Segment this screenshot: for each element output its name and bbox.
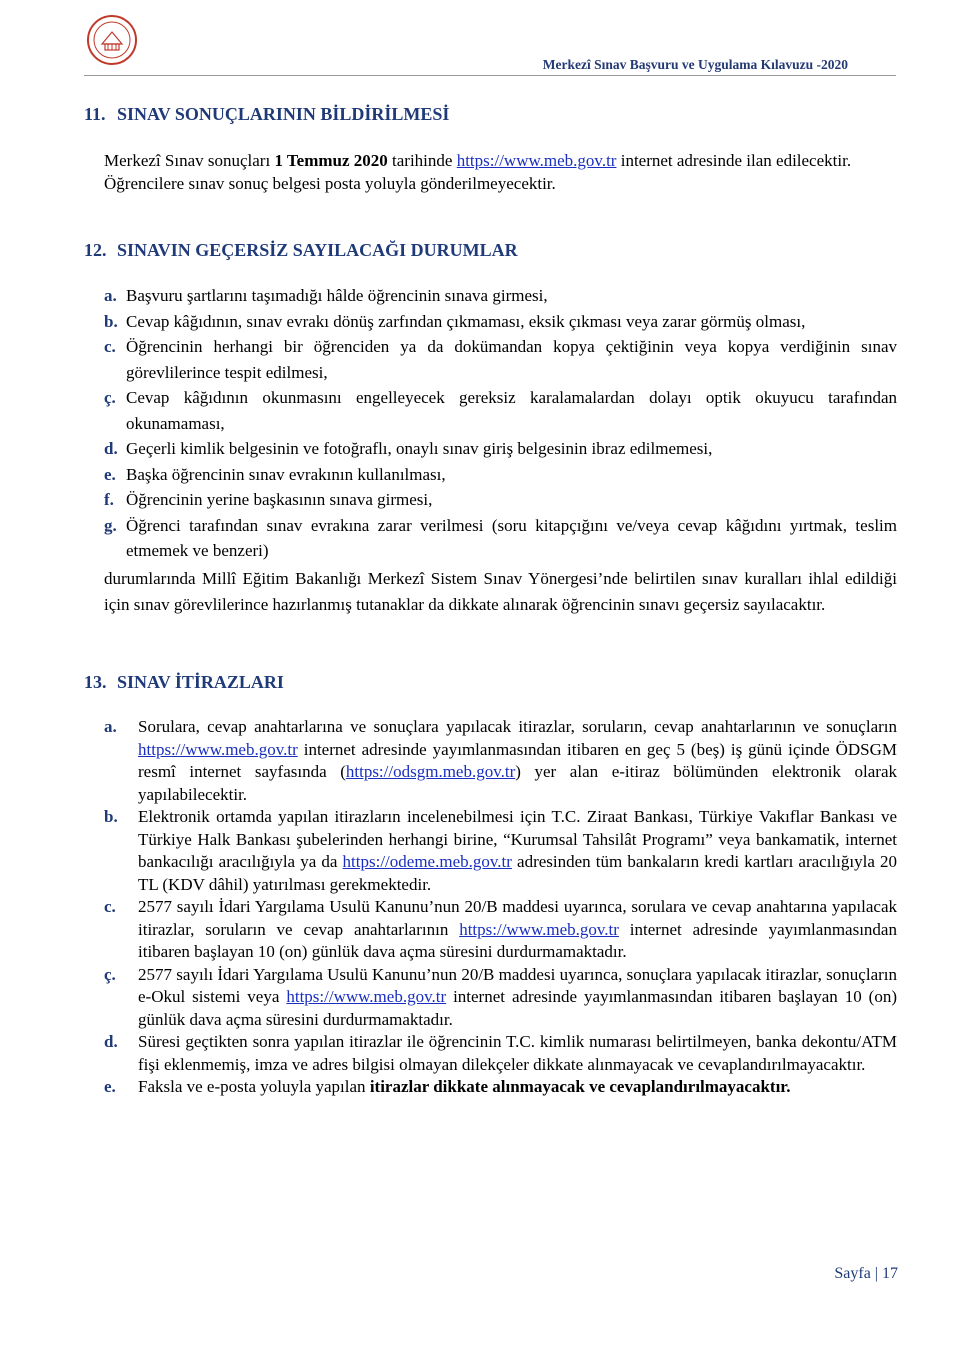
item-marker: a.	[104, 286, 117, 305]
item-text: Cevap kâğıdının, sınav evrakı dönüş zarfından çıkmaması, eksik çıkması veya zarar görmüş olması,	[126, 311, 806, 331]
odeme-link[interactable]: https://odeme.meb.gov.tr	[342, 852, 512, 871]
item-text: 2577 sayılı İdari Yargılama Usulü Kanunu’nun 20/B maddesi uyarınca, sorulara ve cevap anahtarına yapılacak itirazlar, soruların ve cevap anahtarlarının	[138, 897, 897, 939]
item-text: Cevap kâğıdının okunmasını engelleyecek gereksiz karalamalardan dolayı optik okuyucu tarafından okunamaması,	[126, 388, 897, 433]
date-text: 1 Temmuz 2020	[274, 151, 388, 170]
odsgm-link[interactable]: https://odsgm.meb.gov.tr	[345, 762, 516, 781]
item-marker: a.	[104, 717, 117, 736]
header-divider	[84, 75, 896, 76]
item-text: Sorulara, cevap anahtarlarına ve sonuçlara yapılacak itirazlar, soruların, cevap anahtarlarının ve sonuçların	[138, 717, 897, 736]
item-text: Başvuru şartlarını taşımadığı hâlde öğrencinin sınava girmesi,	[126, 286, 548, 305]
item-marker: ç.	[104, 388, 116, 407]
item-marker: b.	[104, 807, 118, 826]
item-text: ) yer alan e-itiraz bölümünden elektronik olarak yapılabilecektir.	[138, 762, 897, 804]
item-marker: e.	[104, 464, 116, 484]
paragraph: Öğrencilere sınav sonuç belgesi posta yoluyla gönderilmeyecektir.	[104, 173, 556, 193]
item-text: Öğrenci tarafından sınav evrakına zarar verilmesi (soru kitapçığını ve/veya cevap kâğıdını yırtmak, teslim etmemek ve benzeri)	[126, 515, 897, 560]
section-11-body	[104, 150, 897, 195]
list-item	[104, 1076, 897, 1099]
section-12-list	[104, 283, 897, 564]
meb-link[interactable]: https://www.meb.gov.tr	[138, 739, 298, 759]
item-text: adresinden tüm bankaların kredi kartları aracılığıyla 20 TL (KDV dâhil) yatırılması gerekmektedir.	[138, 852, 898, 894]
list-item	[104, 1031, 897, 1076]
item-text: Elektronik ortamda yapılan itirazların incelenebilmesi için T.C. Ziraat Bankası, Türkiye Vakıflar Bankası ve Türkiye Halk Bankası şubelerinden herhangi birine, “Kurumsal Tahsilât Programı” veya bankamatik, internet bankacılığı aracılığıyla ya da	[138, 807, 897, 871]
item-text: Geçerli kimlik belgesinin ve fotoğraflı, onaylı sınav giriş belgesinin ibraz edilmemesi,	[126, 439, 713, 458]
section-number: 11.	[84, 104, 106, 124]
item-marker: d.	[104, 439, 118, 458]
item-text: Öğrencinin herhangi bir öğrenciden ya da dokümandan kopya çektiğinin veya kopya verdiğinin sınav görevlilerince tespit edilmesi,	[126, 337, 897, 382]
item-text: Faksla ve e-posta yoluyla yapılan	[138, 1077, 370, 1096]
section-12-heading	[84, 240, 518, 261]
section-number: 12.	[84, 240, 107, 260]
section-title: SINAV İTİRAZLARI	[117, 672, 284, 692]
item-text: internet adresinde yayımlanmasından itibaren en geç 5 (beş) iş günü içinde ÖDSGM resmî internet sayfasında (	[138, 739, 897, 781]
item-text: internet adresinde yayımlanmasından itibaren başlayan 10 (on) günlük dava açma süresini durdurmamaktadır.	[138, 987, 897, 1029]
item-marker: c.	[104, 897, 116, 916]
section-number: 13.	[84, 672, 107, 692]
paragraph	[104, 150, 897, 173]
item-marker: g.	[104, 515, 117, 535]
section-11-heading	[84, 104, 449, 125]
list-item	[104, 436, 897, 462]
list-item	[104, 513, 897, 564]
item-text: Başka öğrencinin sınav evrakının kullanılması,	[126, 464, 446, 484]
page-number: Sayfa | 17	[834, 1265, 898, 1282]
list-item	[104, 716, 897, 806]
item-text: internet adresinde yayımlanmasından itibaren başlayan 10 (on) günlük dava açma süresini durdurmamaktadır.	[138, 919, 897, 961]
meb-link[interactable]: https://www.meb.gov.tr	[456, 151, 617, 170]
list-item	[104, 806, 897, 896]
section-title: SINAV SONUÇLARININ BİLDİRİLMESİ	[117, 104, 450, 124]
item-text: 2577 sayılı İdari Yargılama Usulü Kanunu’nun 20/B maddesi uyarınca, sonuçlara yapılacak itirazlar, sonuçların e-Okul sistemi veya	[138, 964, 897, 1006]
section-13-heading	[84, 672, 284, 693]
list-item	[104, 309, 897, 335]
list-item	[104, 283, 897, 309]
list-item	[104, 462, 897, 488]
item-text: Süresi geçtikten sonra yapılan itirazlar ile öğrencinin T.C. kimlik numarası belirtilmeyen, banka dekontu/ATM fişi eklenmemiş, imza ve adres bilgisi olmayan dilekçeler dikkate alınmayacak ve cevaplandırılmayacaktır.	[138, 1032, 897, 1074]
item-marker: f.	[104, 490, 114, 509]
item-marker: d.	[104, 1032, 118, 1051]
text: internet adresinde ilan edilecektir.	[616, 151, 852, 170]
meb-link[interactable]: https://www.meb.gov.tr	[459, 919, 619, 939]
list-item	[104, 385, 897, 436]
list-item	[104, 964, 897, 1032]
item-marker: ç.	[104, 964, 116, 984]
meb-seal-icon	[86, 14, 138, 66]
text: tarihinde	[387, 151, 457, 170]
list-item	[104, 334, 897, 385]
item-marker: e.	[104, 1077, 116, 1096]
item-marker: c.	[104, 337, 116, 356]
section-12-closing: durumlarında Millî Eğitim Bakanlığı Merkezî Sistem Sınav Yönergesi’nde belirtilen sınav kuralları ihlal edildiği için sınav görevlilerince hazırlanmış tutanaklar da dikkate alınarak öğrencinin sınavı geçersiz sayılacaktır.	[104, 569, 897, 614]
text: Merkezî Sınav sonuçları	[104, 151, 275, 170]
emphasis-text: itirazlar dikkate alınmayacak ve cevaplandırılmayacaktır.	[369, 1077, 791, 1096]
meb-link[interactable]: https://www.meb.gov.tr	[286, 987, 447, 1006]
item-text: Öğrencinin yerine başkasının sınava girmesi,	[126, 490, 433, 509]
document-header-title: Merkezî Sınav Başvuru ve Uygulama Kılavuzu -2020	[542, 57, 848, 72]
section-title: SINAVIN GEÇERSİZ SAYILACAĞI DURUMLAR	[117, 240, 518, 260]
list-item	[104, 896, 897, 964]
section-13-list	[104, 716, 897, 1099]
item-marker: b.	[104, 311, 118, 331]
list-item	[104, 487, 897, 513]
